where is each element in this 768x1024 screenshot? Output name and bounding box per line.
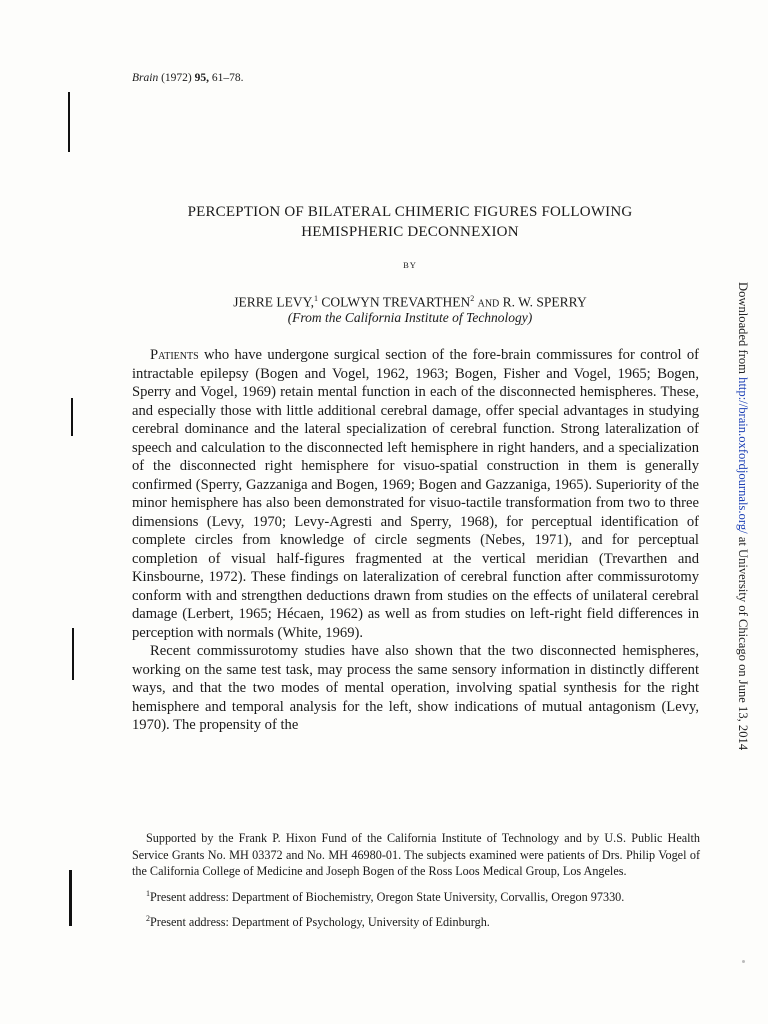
footnote-2-mark: 2: [146, 914, 150, 924]
by-label: BY: [403, 260, 417, 270]
scan-margin-mark-4: [69, 870, 72, 926]
journal-name: Brain: [132, 72, 159, 84]
journal-link[interactable]: http://brain.oxfordjournals.org/: [736, 377, 750, 534]
journal-year: (1972): [161, 72, 192, 84]
title-line-2: HEMISPHERIC DECONNEXION: [301, 224, 519, 240]
footnote-1-text: Present address: Department of Biochemistry, Oregon State University, Corvallis, Oregon 97330.: [150, 889, 625, 904]
paragraph-lead-word: Patients: [150, 347, 199, 363]
footnotes: [132, 830, 700, 937]
scan-margin-mark-1: [68, 92, 70, 152]
scan-speck: [742, 960, 745, 963]
funding-footnote: Supported by the Frank P. Hixon Fund of the California Institute of Technology and by U.S. Public Health Service Grants No. MH 03372 and No. MH 46980-01. The subjects examined were patients of Drs. Philip Vogel of the California College of Medicine and Joseph Bogen of the Ross Loos Medical Group, Los Angeles.: [132, 831, 700, 878]
download-suffix: at University of Chicago on June 13, 2014: [736, 533, 750, 751]
author-and: AND: [477, 298, 500, 310]
paper-title: [120, 202, 700, 242]
footnote-2-text: Present address: Department of Psychology, University of Edinburgh.: [150, 915, 490, 930]
author-levy-footnote-mark: 1: [314, 294, 319, 303]
footnote-1-mark: 1: [146, 888, 150, 898]
paragraph-1-text: who have undergone surgical section of the fore-brain commissures for control of intractable epilepsy (Bogen and Vogel, 1962, 1963; Bogen, Fisher and Vogel, 1965; Bogen, Sperry and Vogel, 1969) retain mental function in each of the disconnected hemispheres. These, and especially those with little additional cerebral damage, offer special advantages in studying cerebral dominance and the lateral specialization of cerebral function. Strong lateralization of speech and calculation to the disconnected left hemisphere in right handers, and a specialization of the disconnected right hemisphere for visuo-spatial construction in them is generally confirmed (Sperry, Gazzaniga and Bogen, 1969; Bogen and Gazzaniga, 1965). Superiority of the minor hemisphere has also been demonstrated for visuo-tactile transformation from two to three dimensions (Levy, 1970; Levy-Agresti and Sperry, 1968), for perceptual identification of complete circles from knowledge of circle segments (Nebes, 1971), and for perceptual completion of visual half-figures fragmented at the vertical meridian (Trevarthen and Kinsbourne, 1972). These findings on lateralization of cerebral function after commissurotomy conform with and strengthen deductions drawn from studies on the effects of unilateral cerebral damage (Lerbert, 1965; Hécaen, 1962) as well as from studies on left-right field differences in perception with normals (White, 1969).: [132, 347, 699, 641]
download-prefix: Downloaded from: [736, 282, 750, 378]
journal-citation: [132, 72, 244, 84]
scan-margin-mark-3: [72, 628, 74, 680]
author-trevarthen: COLWYN TREVARTHEN: [321, 294, 471, 310]
scan-margin-mark-2: [71, 398, 73, 436]
title-line-1: PERCEPTION OF BILATERAL CHIMERIC FIGURES FOLLOWING: [187, 204, 633, 220]
body-text: [132, 346, 699, 735]
download-watermark: [735, 282, 750, 750]
footnote-1: [132, 886, 700, 906]
author-trevarthen-footnote-mark: 2: [470, 294, 475, 303]
paragraph-2: Recent commissurotomy studies have also shown that the two disconnected hemispheres, working on the same test task, may process the same sensory information in distinctly different ways, and that the two modes of mental operation, involving spatial synthesis for the right hemisphere and temporal analysis for the left, show indications of mutual antagonism (Levy, 1970). The propensity of the: [132, 643, 699, 733]
journal-pages: 61–78.: [211, 72, 244, 84]
author-levy: JERRE LEVY,: [233, 294, 315, 310]
affiliation: (From the California Institute of Technology): [287, 310, 533, 325]
paragraph-1: [132, 346, 699, 642]
footnote-2: [132, 911, 700, 931]
author-sperry: R. W. SPERRY: [502, 294, 587, 310]
journal-volume: 95,: [194, 72, 209, 84]
